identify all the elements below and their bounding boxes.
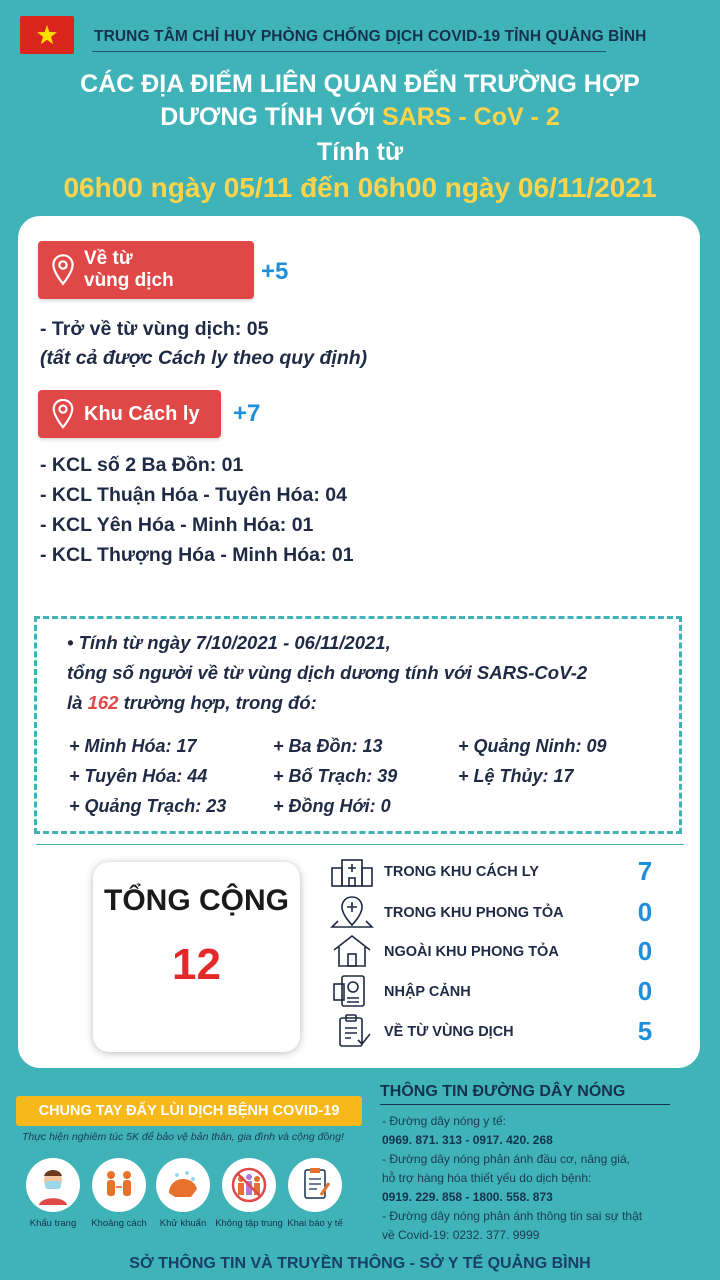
stat-label: VỀ TỪ VÙNG DỊCH [384, 1024, 514, 1040]
stat-value: 0 [637, 936, 653, 966]
hotline-text: - Đường dây nóng y tế: [382, 1114, 506, 1128]
stat-label: NGOÀI KHU PHONG TỎA [384, 944, 559, 960]
title-virus-name: SARS - CoV - 2 [381, 103, 560, 131]
title-line-2 [0, 103, 720, 132]
tag-vung-dich-line2: vùng dịch [84, 270, 174, 291]
main-card [18, 216, 700, 1068]
stat-ve-tu-vung-dich [330, 1014, 660, 1050]
total-box [93, 862, 300, 1052]
cumulative-box [34, 616, 682, 834]
stat-value: 7 [637, 856, 653, 886]
district-item: + Ba Đồn: 13 [273, 736, 383, 756]
footer-credit: SỞ THÔNG TIN VÀ TRUYỀN THÔNG - SỞ Y TẾ QUẢNG BÌNH [129, 1255, 591, 1272]
clipboard-icon [330, 1014, 374, 1048]
mask-icon [26, 1158, 80, 1212]
stat-label: TRONG KHU CÁCH LY [384, 864, 539, 880]
tag-vung-dich [38, 241, 254, 299]
district-item: + Lệ Thủy: 17 [458, 766, 574, 786]
section-divider [36, 844, 684, 845]
total-label: TỔNG CỘNG [104, 884, 289, 917]
vung-dich-count: +5 [261, 258, 289, 285]
five-k-label: Khai báo y tế [287, 1218, 343, 1229]
cumulative-line-1: • Tính từ ngày 7/10/2021 - 06/11/2021, [67, 632, 391, 653]
hotline-title: THÔNG TIN ĐƯỜNG DÂY NÓNG [380, 1083, 626, 1100]
district-item: + Quảng Ninh: 09 [458, 736, 607, 756]
cach-ly-count: +7 [233, 400, 261, 427]
no-gathering-icon [222, 1158, 276, 1212]
hotline-text: - Đường dây nóng phản ánh đầu cơ, nâng giá, [382, 1152, 630, 1166]
kcl-item: - KCL số 2 Ba Đồn: 01 [40, 454, 244, 476]
house-icon [330, 934, 374, 968]
hotline-text: hỗ trợ hàng hóa thiết yếu do dịch bệnh: [382, 1171, 592, 1185]
cumulative-line-3-pre: là [67, 692, 88, 713]
cumulative-line-3-post: trường hợp, trong đó: [118, 692, 317, 713]
district-item: + Minh Hóa: 17 [69, 736, 197, 756]
organization-name: TRUNG TÂM CHỈ HUY PHÒNG CHỐNG DỊCH COVID-19 TỈNH QUẢNG BÌNH [94, 28, 647, 45]
hotline-number: 0969. 871. 313 - 0917. 420. 268 [382, 1133, 553, 1147]
stat-label: TRONG KHU PHONG TỎA [384, 905, 564, 921]
hotline-number: 0919. 229. 858 - 1800. 558. 873 [382, 1190, 553, 1204]
five-k-label: Khẩu trang [29, 1218, 77, 1229]
stat-value: 0 [637, 897, 653, 927]
sanitize-icon [156, 1158, 210, 1212]
five-k-label: Khoảng cách [91, 1218, 147, 1229]
tag-vung-dich-label [84, 248, 174, 292]
kcl-item: - KCL Thuận Hóa - Tuyên Hóa: 04 [40, 484, 347, 506]
tag-vung-dich-line1: Về từ [84, 248, 133, 269]
header-divider [92, 51, 606, 52]
cumulative-line-3 [67, 692, 317, 714]
stat-value: 0 [637, 976, 653, 1006]
map-pin-icon [52, 399, 74, 429]
health-declaration-icon [288, 1158, 342, 1212]
vietnam-flag-icon [20, 16, 74, 54]
hotline-text: - Đường dây nóng phản ánh thông tin sai sự thật [382, 1209, 643, 1223]
kcl-item: - KCL Thượng Hóa - Minh Hóa: 01 [40, 544, 354, 566]
title-date-range: 06h00 ngày 05/11 đến 06h00 ngày 06/11/2021 [63, 172, 657, 203]
campaign-subtitle: Thực hiện nghiêm túc 5K để bảo vệ bản thân, gia đình và cộng đồng! [22, 1131, 344, 1143]
hotline-text: về Covid-19: 0232. 377. 9999 [382, 1228, 540, 1242]
hospital-icon [330, 854, 374, 888]
stat-trong-khu-cach-ly [330, 854, 660, 890]
district-item: + Đồng Hới: 0 [273, 796, 391, 816]
tag-cach-ly-label: Khu Cách ly [84, 402, 200, 425]
kcl-item: - KCL Yên Hóa - Minh Hóa: 01 [40, 514, 314, 536]
title-line-3: Tính từ [316, 138, 404, 166]
vung-dich-note: (tất cả được Cách ly theo quy định) [40, 347, 368, 369]
location-cross-icon [330, 895, 374, 929]
district-item: + Quảng Trạch: 23 [69, 796, 227, 816]
cumulative-total-number: 162 [87, 692, 119, 713]
tag-cach-ly [38, 390, 221, 438]
stat-trong-khu-phong-toa [330, 895, 660, 931]
map-pin-icon [52, 254, 74, 286]
district-item: + Tuyên Hóa: 44 [69, 766, 208, 786]
stat-nhap-canh [330, 974, 660, 1010]
title-line-2-text: DƯƠNG TÍNH VỚI [160, 103, 382, 131]
cumulative-line-2: tổng số người về từ vùng dịch dương tính với SARS-CoV-2 [67, 662, 588, 683]
five-k-label: Khử khuẩn [159, 1218, 207, 1229]
five-k-label: Không tập trung [215, 1218, 283, 1229]
stat-ngoai-khu-phong-toa [330, 934, 660, 970]
passport-icon [330, 974, 374, 1008]
distance-icon [92, 1158, 146, 1212]
district-item: + Bố Trạch: 39 [273, 766, 398, 786]
campaign-banner: CHUNG TAY ĐẨY LÙI DỊCH BỆNH COVID-19 [16, 1096, 362, 1126]
vung-dich-detail: - Trở về từ vùng dịch: 05 [40, 318, 269, 340]
title-line-1: CÁC ĐỊA ĐIỂM LIÊN QUAN ĐẾN TRƯỜNG HỢP [80, 70, 640, 98]
stat-value: 5 [637, 1016, 653, 1046]
hotline-divider [380, 1104, 670, 1105]
total-value: 12 [172, 940, 221, 989]
stat-label: NHẬP CẢNH [384, 984, 471, 1000]
